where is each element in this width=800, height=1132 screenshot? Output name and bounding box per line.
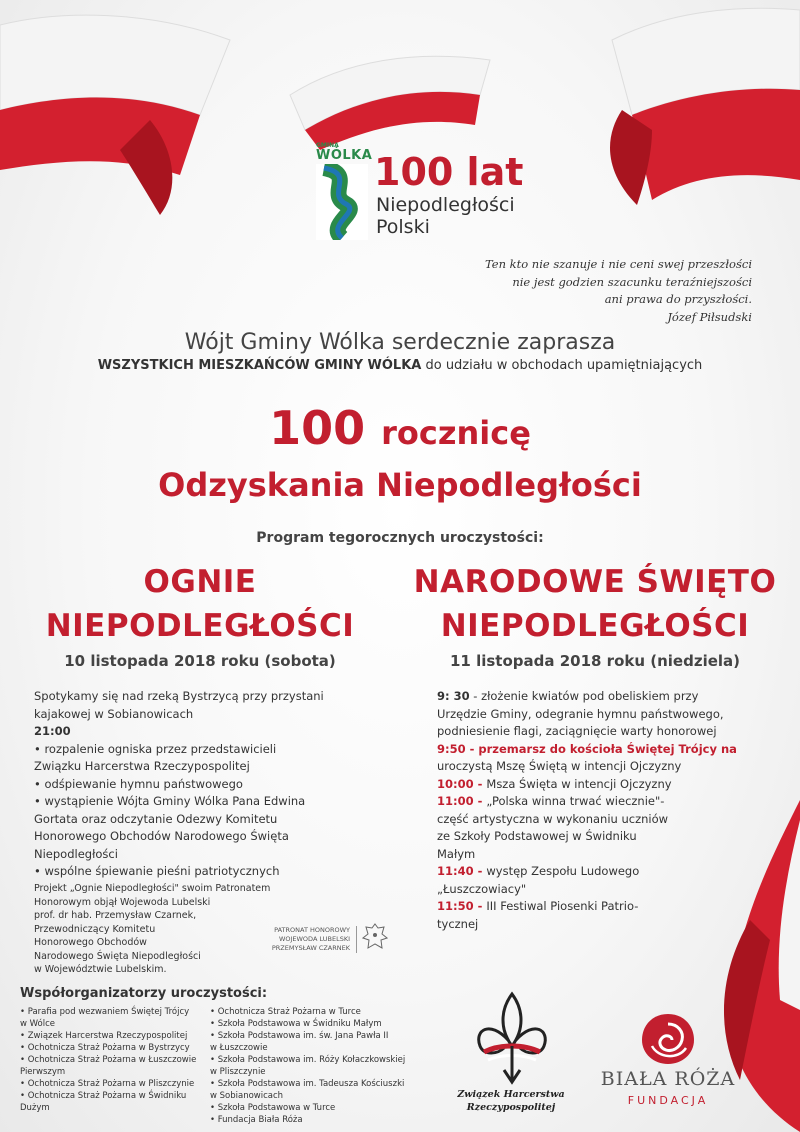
- right-event-date: 11 listopada 2018 roku (niedziela): [449, 652, 741, 670]
- schedule-line: 9:50 - przemarsz do kościoła Świętej Trójcy na: [437, 741, 737, 756]
- right-event-title: [400, 560, 790, 648]
- schedule-line: 10:00 - Msza Święta w intencji Ojczyzny: [437, 776, 672, 791]
- logo-polski: Polski: [376, 216, 430, 238]
- patronage-line: Honorowym objął Wojewoda Lubelski: [34, 896, 211, 908]
- quote-line: ani prawa do przyszłości.: [604, 292, 752, 306]
- list-item: Honorowego Obchodów Narodowego Święta: [34, 829, 289, 843]
- invitation-rest: do udziału w obchodach upamiętniających: [421, 358, 703, 373]
- title-number: 100: [269, 401, 366, 455]
- coorganizer-item: • Szkoła Podstawowa im. Róży Kołaczkowskiej: [210, 1055, 406, 1065]
- patronat-line: PRZEMYSŁAW CZARNEK: [271, 944, 350, 952]
- schedule-line: 11:50 - III Festiwal Piosenki Patrio-: [437, 899, 639, 913]
- left-event-title: [20, 560, 380, 648]
- left-event-description: [34, 688, 324, 881]
- patronage-line: Honorowego Obchodów: [34, 937, 147, 948]
- left-title-line-2: NIEPODLEGŁOŚCI: [45, 608, 355, 644]
- list-item: • wystąpienie Wójta Gminy Wólka Pana Edwina: [34, 794, 306, 808]
- right-title-line-1: NARODOWE ŚWIĘTO: [413, 564, 777, 600]
- coorganizer-item: • Związek Harcerstwa Rzeczypospolitej: [20, 1031, 188, 1041]
- intro-line: Spotykamy się nad rzeką Bystrzycą przy przystani: [34, 689, 324, 703]
- fleur-de-lis-icon: [470, 990, 554, 1090]
- title-word: rocznicę: [381, 414, 531, 452]
- logo-100-lat: 100 lat: [374, 150, 524, 194]
- coorganizer-item: • Ochotnicza Straż Pożarna w Świdniku: [20, 1091, 187, 1101]
- program-label: Program tegorocznych uroczystości:: [256, 530, 544, 546]
- patronage-line: prof. dr hab. Przemysław Czarnek,: [34, 910, 197, 921]
- left-event-time: 21:00: [34, 724, 71, 738]
- invitation-line-2: [0, 358, 800, 373]
- title-line-2: Odzyskania Niepodległości: [158, 466, 642, 504]
- coorganizer-item: • Parafia pod wezwaniem Świętej Trójcy: [20, 1007, 190, 1017]
- eagle-emblem-icon: [362, 922, 388, 958]
- schedule-line: uroczystą Mszę Świętą w intencji Ojczyzny: [437, 759, 682, 773]
- coorganizer-item: w Pliszczynie: [210, 1067, 266, 1077]
- patronage-line: w Województwie Lubelskim.: [34, 964, 167, 975]
- coorganizer-item: • Ochotnicza Straż Pożarna w Pliszczynie: [20, 1079, 195, 1089]
- patronat-line: PATRONAT HONOROWY: [274, 926, 350, 934]
- left-event-date: 10 listopada 2018 roku (sobota): [64, 652, 336, 670]
- invitation-line-1: Wójt Gminy Wólka serdecznie zaprasza: [184, 330, 616, 355]
- coorganizer-item: • Szkoła Podstawowa im. św. Jana Pawła II: [210, 1031, 389, 1041]
- quote-line: nie jest godzien szacunku teraźniejszości: [512, 274, 752, 289]
- zhr-line-1: Związek Harcerstwa: [457, 1089, 565, 1100]
- patronage-text: [34, 882, 270, 977]
- coorganizer-item: Dużym: [20, 1103, 50, 1113]
- list-item: Gortata oraz odczytanie Odezwy Komitetu: [34, 811, 278, 826]
- logo-gmina-label: GMINA: [316, 142, 339, 149]
- patronat-line: WOJEWODA LUBELSKI: [278, 935, 350, 943]
- gmina-logo-icon: [316, 164, 368, 244]
- coorganizers-title: Współorganizatorzy uroczystości:: [20, 986, 268, 1001]
- flag-ribbon-top-right: [592, 0, 800, 210]
- schedule-line: 11:00 - „Polska winna trwać wiecznie"-: [437, 794, 665, 808]
- patronage-line: Projekt „Ognie Niepodległości" swoim Patronatem: [34, 883, 271, 894]
- invitation-residents: WSZYSTKICH MIESZKAŃCÓW GMINY WÓLKA: [97, 358, 422, 373]
- right-title-line-2: NIEPODLEGŁOŚCI: [440, 608, 750, 644]
- coorganizer-item: • Fundacja Biała Róża: [210, 1115, 303, 1125]
- list-item: • odśpiewanie hymnu państwowego: [34, 776, 243, 791]
- coorganizer-item: w Wólce: [20, 1019, 56, 1029]
- title-anniversary: [0, 400, 800, 461]
- coorganizer-item: • Szkoła Podstawowa im. Tadeusza Kościuszki: [210, 1079, 405, 1089]
- left-title-line-1: OGNIE: [143, 564, 257, 600]
- coorganizers-col-1: [20, 1006, 196, 1114]
- coorganizer-item: Pierwszym: [20, 1067, 66, 1077]
- patronat-badge: [258, 926, 357, 953]
- list-item: Niepodległości: [34, 846, 118, 861]
- list-item: Związku Harcerstwa Rzeczypospolitej: [34, 759, 250, 773]
- schedule-line: „Łuszczowiacy": [437, 881, 527, 896]
- schedule-line: część artystyczna w wykonaniu uczniów: [437, 811, 669, 826]
- schedule-line: Małym: [437, 846, 476, 861]
- logo-gmina-name: WÓLKA: [316, 148, 373, 163]
- quote-line: Ten kto nie szanuje i nie ceni swej przeszłości: [484, 257, 752, 271]
- flag-ribbon-top-center: [285, 40, 495, 150]
- quote-author: Józef Piłsudski: [667, 309, 752, 324]
- coorganizer-item: • Szkoła Podstawowa w Turce: [210, 1103, 336, 1113]
- patronage-line: Narodowego Święta Niepodległości: [34, 950, 201, 962]
- zhr-line-2: Rzeczypospolitej: [466, 1102, 556, 1113]
- schedule-line: 9: 30 - złożenie kwiatów pod obeliskiem przy: [437, 689, 699, 703]
- coorganizer-item: • Ochotnicza Straż Pożarna w Turce: [210, 1007, 361, 1017]
- logo-niepodleglosci: Niepodległości: [376, 194, 515, 216]
- list-item: • wspólne śpiewanie pieśni patriotycznych: [34, 864, 280, 878]
- biala-roza-sub: FUNDACJA: [627, 1094, 709, 1107]
- coorganizer-item: w Sobianowicach: [210, 1091, 284, 1101]
- coorganizer-item: w Łuszczowie: [210, 1043, 268, 1053]
- coorganizer-item: • Ochotnicza Straż Pożarna w Bystrzycy: [20, 1043, 190, 1053]
- schedule-line: podniesienie flagi, zaciągnięcie warty honorowej: [437, 724, 717, 738]
- schedule-line: 11:40 - występ Zespołu Ludowego: [437, 864, 640, 878]
- list-item: • rozpalenie ogniska przez przedstawicieli: [34, 741, 277, 756]
- right-event-schedule: [437, 688, 737, 933]
- pilsudski-quote: [422, 256, 752, 326]
- intro-line: kajakowej w Sobianowicach: [34, 706, 194, 721]
- biala-roza-name: BIAŁA RÓŻA: [600, 1068, 736, 1090]
- schedule-line: ze Szkoły Podstawowej w Świdniku: [437, 829, 637, 843]
- schedule-line: Urzędzie Gminy, odegranie hymnu państwowego,: [437, 706, 724, 721]
- flag-ribbon-top-left: [0, 0, 240, 220]
- coorganizers-col-2: [210, 1006, 405, 1126]
- rose-icon: [640, 1012, 696, 1070]
- patronage-line: Przewodniczący Komitetu: [34, 923, 156, 935]
- zhr-label: [446, 1088, 576, 1114]
- coorganizer-item: • Szkoła Podstawowa w Świdniku Małym: [210, 1019, 382, 1029]
- coorganizer-item: • Ochotnicza Straż Pożarna w Łuszczowie: [20, 1055, 197, 1065]
- schedule-line: tycznej: [437, 916, 479, 931]
